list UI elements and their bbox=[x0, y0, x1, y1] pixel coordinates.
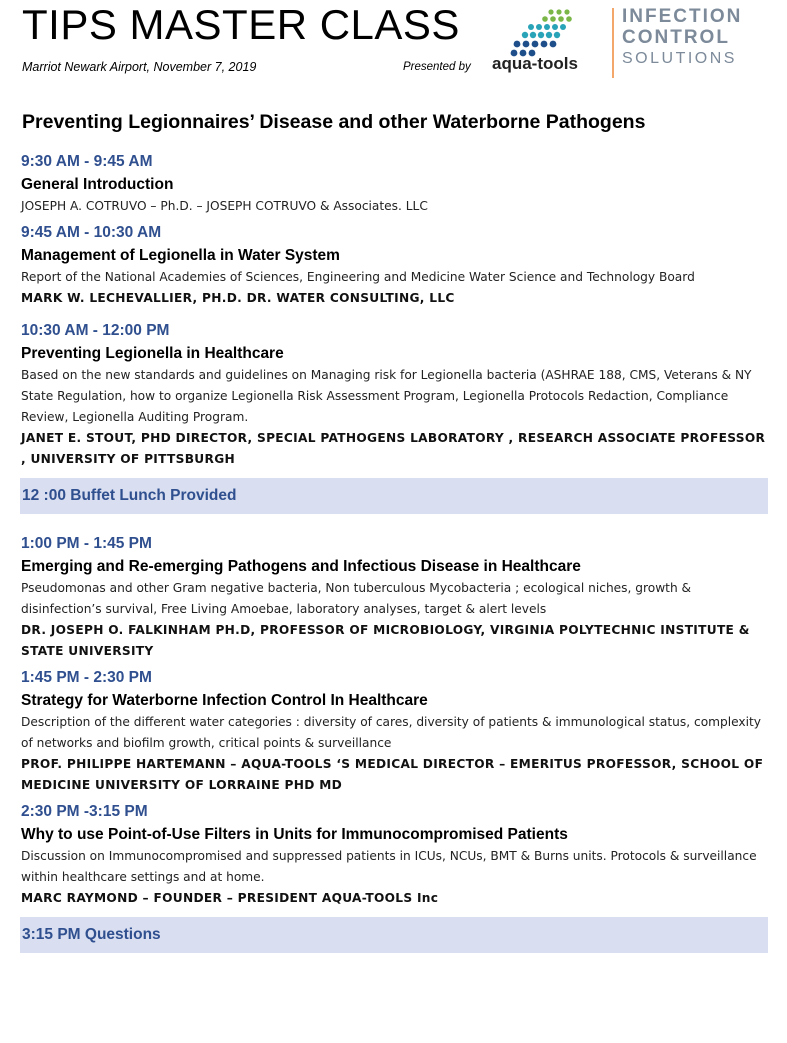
session-title: General Introduction bbox=[21, 176, 174, 193]
session-title: Why to use Point-of-Use Filters in Units for Immunocompromised Patients bbox=[21, 826, 568, 843]
ics-line-3: SOLUTIONS bbox=[622, 50, 737, 67]
session bbox=[20, 319, 768, 470]
session-description: Description of the different water categories : diversity of cares, diversity of patients & immunological status, complexity of networks and biofilm growth, critical points & surveillance bbox=[21, 715, 762, 750]
session-description: Pseudomonas and other Gram negative bacteria, Non tuberculous Mycobacteria ; ecological niches, growth & disinfection’s survival, Free Living Amoebae, laboratory analyses, target & alert levels bbox=[21, 581, 692, 616]
presented-by-label: Presented by bbox=[403, 61, 471, 73]
header bbox=[0, 0, 787, 80]
session-speaker: MARC RAYMOND – FOUNDER – PRESIDENT AQUA-TOOLS Inc bbox=[21, 891, 439, 905]
infection-control-solutions-logo bbox=[622, 6, 742, 69]
session-title: Management of Legionella in Water System bbox=[21, 247, 340, 264]
session-speaker: MARK W. LECHEVALLIER, PH.D. DR. WATER CONSULTING, LLC bbox=[21, 291, 455, 305]
session-description: Report of the National Academies of Sciences, Engineering and Medicine Water Science and Technology Board bbox=[21, 270, 695, 284]
session-speaker: JANET E. STOUT, PHD DIRECTOR, SPECIAL PATHOGENS LABORATORY , RESEARCH ASSOCIATE PROFESSOR , UNIVERSITY OF PITTSBURGH bbox=[21, 431, 766, 466]
session-title: Preventing Legionella in Healthcare bbox=[21, 345, 284, 362]
aqua-tools-logo-dots-icon bbox=[505, 8, 575, 58]
session-description: JOSEPH A. COTRUVO – Ph.D. – JOSEPH COTRUVO & Associates. LLC bbox=[21, 199, 428, 213]
session bbox=[20, 150, 768, 217]
session-title: Strategy for Waterborne Infection Control In Healthcare bbox=[21, 692, 428, 709]
session-time: 9:30 AM - 9:45 AM bbox=[21, 153, 153, 170]
aqua-tools-logo-text: aqua-tools bbox=[492, 54, 578, 73]
session bbox=[20, 221, 768, 309]
session-time: 1:45 PM - 2:30 PM bbox=[21, 669, 152, 686]
session-description: Discussion on Immunocompromised and suppressed patients in ICUs, NCUs, BMT & Burns units. Protocols & surveillance within healthcare settings and at home. bbox=[21, 849, 757, 884]
venue-date: Marriot Newark Airport, November 7, 2019 bbox=[22, 60, 257, 74]
ics-line-2: CONTROL bbox=[622, 27, 730, 48]
session-time: 10:30 AM - 12:00 PM bbox=[21, 322, 170, 339]
lunch-band: 12 :00 Buffet Lunch Provided bbox=[20, 478, 768, 514]
ics-line-1: INFECTION bbox=[622, 6, 743, 27]
session-time: 2:30 PM -3:15 PM bbox=[21, 803, 148, 820]
session bbox=[20, 532, 768, 662]
session-description: Based on the new standards and guidelines on Managing risk for Legionella bacteria (ASHRAE 188, CMS, Veterans & NY State Regulation, how to organize Legionella Risk Assessment Program, Legionella Protocols Redaction, Compliance Review, Legionella Auditing Program. bbox=[21, 368, 752, 424]
session-speaker: DR. JOSEPH O. FALKINHAM PH.D, PROFESSOR OF MICROBIOLOGY, VIRGINIA POLYTECHNIC INSTITUTE & STATE UNIVERSITY bbox=[21, 623, 750, 658]
session-speaker: PROF. PHILIPPE HARTEMANN – AQUA-TOOLS ‘S MEDICAL DIRECTOR – EMERITUS PROFESSOR, SCHOOL OF MEDICINE UNIVERSITY OF LORRAINE PHD MD bbox=[21, 757, 764, 792]
session-title: Emerging and Re-emerging Pathogens and Infectious Disease in Healthcare bbox=[21, 558, 581, 575]
session bbox=[20, 800, 768, 909]
session bbox=[20, 666, 768, 796]
schedule bbox=[20, 150, 768, 953]
logo-separator bbox=[612, 8, 614, 78]
program-title: Preventing Legionnaires’ Disease and other Waterborne Pathogens bbox=[22, 111, 646, 133]
session-time: 9:45 AM - 10:30 AM bbox=[21, 224, 162, 241]
questions-band: 3:15 PM Questions bbox=[20, 917, 768, 953]
page-title: TIPS MASTER CLASS bbox=[22, 1, 460, 48]
session-time: 1:00 PM - 1:45 PM bbox=[21, 535, 152, 552]
